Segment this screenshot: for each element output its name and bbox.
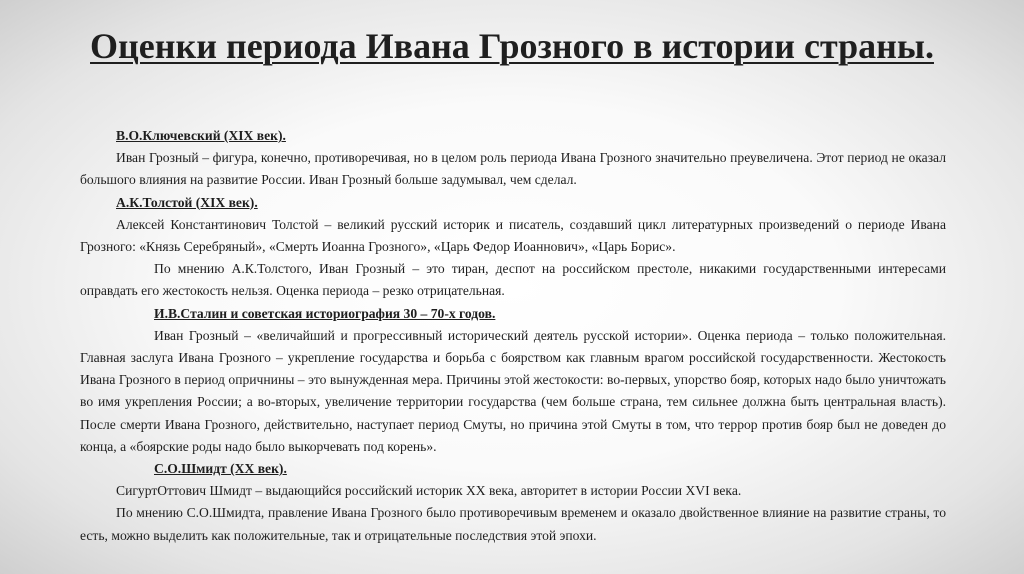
section-text-tolstoy-1: Алексей Константинович Толстой – великий русский историк и писатель, создавший цикл литературных произведений о периоде Ивана Грозного: «Князь Серебряный», «Смерть Иоанна Грозного», «Царь Федор Иоаннович», «Царь Борис». <box>80 216 946 255</box>
section-heading-klyuchevsky: В.О.Ключевский (XIX век). <box>116 128 286 143</box>
slide-content <box>80 125 946 547</box>
section-heading-schmidt: С.О.Шмидт (XX век). <box>154 461 287 477</box>
section-heading-stalin: И.В.Сталин и советская историография 30 – 70-х годов. <box>154 305 496 321</box>
section-text-schmidt-2: По мнению С.О.Шмидта, правление Ивана Грозного было противоречивым временем и оказало двойственное влияние на развитие страны, то есть, можно выделить как положительные, так и отрицательные последствия этой эпохи. <box>80 505 946 543</box>
section-text-stalin: Иван Грозный – «величайший и прогрессивный исторический деятель русской истории». Оценка периода – только положительная. Главная заслуга Ивана Грозного – укрепление государства и борьба с боярством как главным врагом российской государственности. Жестокость Ивана Грозного в период опричнины – это вынужденная мера. Причины этой жестокости: во-первых, упорство бояр, которых надо было уничтожать во имя укрепления России; а во-вторых, увеличение территории государства (чем больше страна, тем сильнее должна быть центральная власть). После смерти Ивана Грозного, действительно, наступает период Смуты, но причина этой Смуты в том, что террор против бояр был не доведен до конца, а «боярские роды надо было выкорчевать под корень». <box>80 327 946 454</box>
section-text-klyuchevsky: Иван Грозный – фигура, конечно, противоречивая, но в целом роль периода Ивана Грозного значительно преувеличена. Этот период не оказал большого влияния на развитие России. Иван Грозный больше задумывал, чем сделал. <box>80 150 946 188</box>
section-text-schmidt-1: СигуртОттович Шмидт – выдающийся российский историк XX века, авторитет в истории России XVI века. <box>116 483 742 499</box>
section-heading-tolstoy: А.К.Толстой (XIX век). <box>116 194 258 210</box>
slide-title: Оценки периода Ивана Грозного в истории страны. <box>90 26 934 66</box>
section-text-tolstoy-2: По мнению А.К.Толстого, Иван Грозный – это тиран, деспот на российском престоле, никакими государственными интересами оправдать его жестокость нельзя. Оценка периода – резко отрицательная. <box>80 261 946 299</box>
